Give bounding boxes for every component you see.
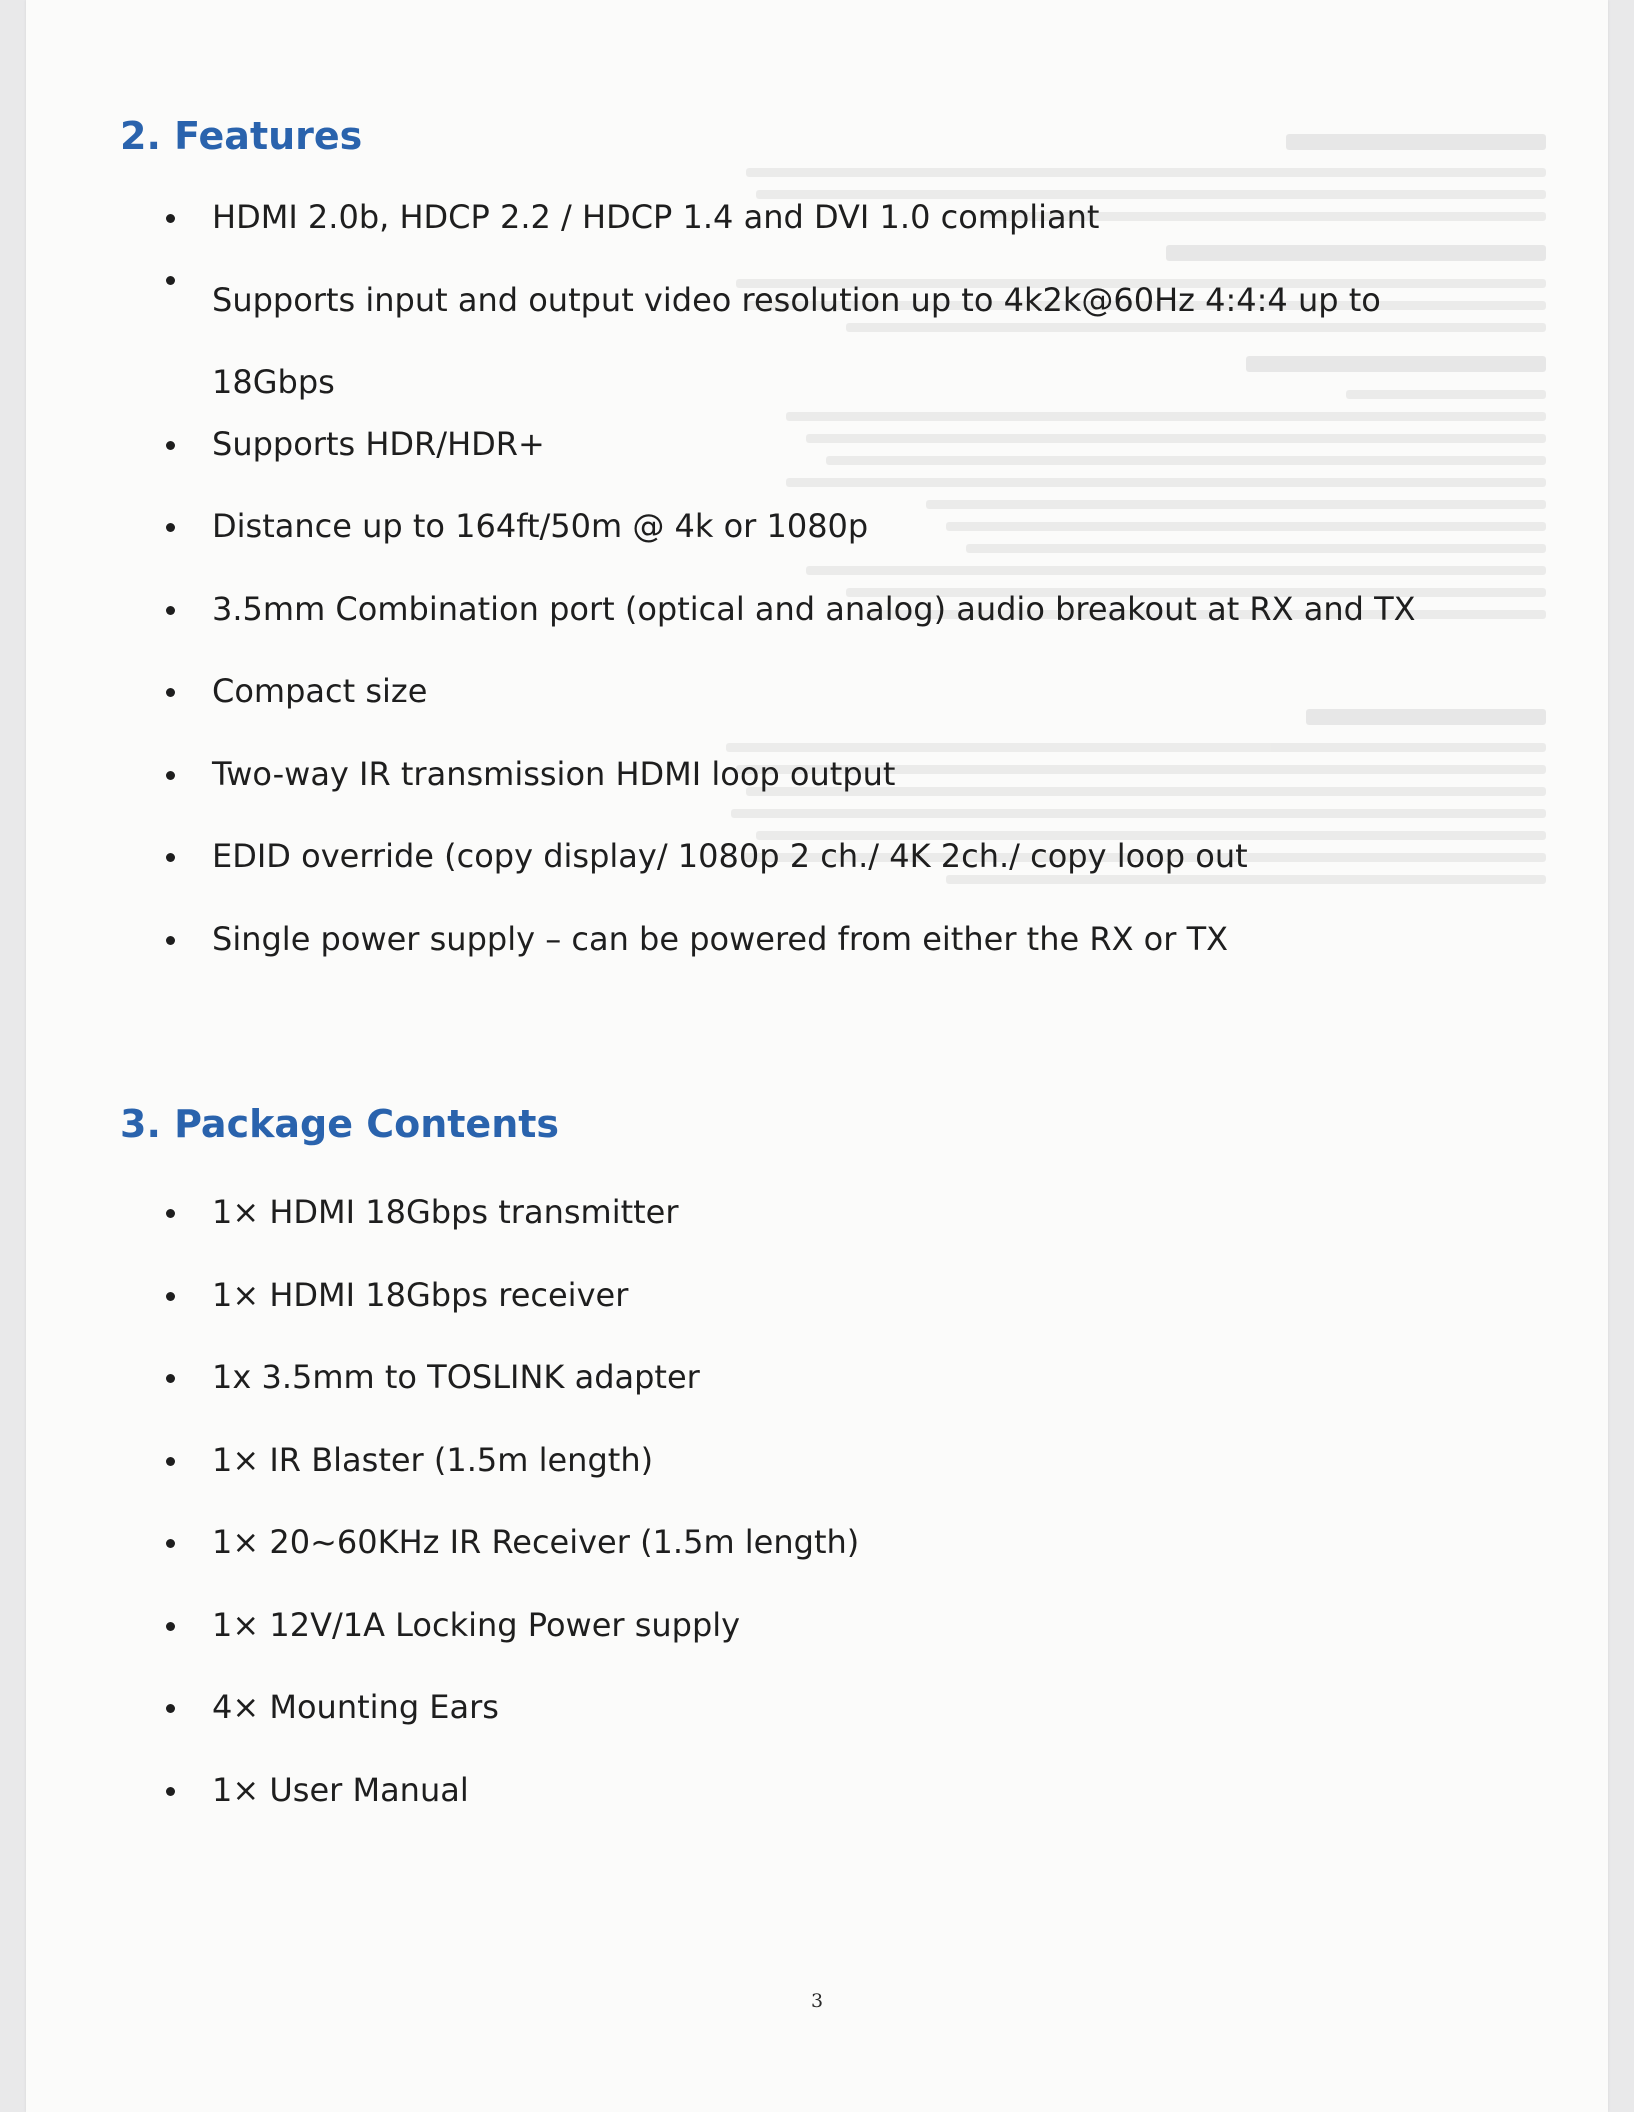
bullet-icon <box>166 276 175 285</box>
list-item: 3.5mm Combination port (optical and analog) audio breakout at RX and TX <box>166 589 1512 672</box>
bullet-icon <box>166 1292 175 1301</box>
list-item: 1x 3.5mm to TOSLINK adapter <box>166 1357 859 1440</box>
bullet-icon <box>166 853 175 862</box>
list-item: 1× HDMI 18Gbps receiver <box>166 1275 859 1358</box>
manual-page <box>26 0 1608 2112</box>
list-item: Single power supply – can be powered from either the RX or TX <box>166 919 1512 1002</box>
package-contents-heading: 3. Package Contents <box>120 1102 560 1146</box>
bullet-icon <box>166 1539 175 1548</box>
bullet-icon <box>166 441 175 450</box>
bullet-icon <box>166 1209 175 1218</box>
list-item: Supports input and output video resolution up to 4k2k@60Hz 4:4:4 up to 18Gbps <box>166 259 1512 424</box>
list-item: 1× 20~60KHz IR Receiver (1.5m length) <box>166 1522 859 1605</box>
list-item: Distance up to 164ft/50m @ 4k or 1080p <box>166 506 1512 589</box>
list-item: Compact size <box>166 671 1512 754</box>
bullet-icon <box>166 1787 175 1796</box>
bullet-icon <box>166 688 175 697</box>
bullet-icon <box>166 771 175 780</box>
bullet-icon <box>166 936 175 945</box>
bullet-icon <box>166 523 175 532</box>
bullet-icon <box>166 1374 175 1383</box>
list-item: Supports HDR/HDR+ <box>166 424 1512 507</box>
features-list <box>166 197 1512 1001</box>
list-item: 1× HDMI 18Gbps transmitter <box>166 1192 859 1275</box>
list-item: 4× Mounting Ears <box>166 1687 859 1770</box>
list-item: 1× User Manual <box>166 1770 859 1853</box>
features-heading: 2. Features <box>120 114 363 158</box>
list-item: 1× IR Blaster (1.5m length) <box>166 1440 859 1523</box>
page-number: 3 <box>810 1990 824 2012</box>
list-item: EDID override (copy display/ 1080p 2 ch./ 4K 2ch./ copy loop out <box>166 836 1512 919</box>
bullet-icon <box>166 1622 175 1631</box>
bullet-icon <box>166 606 175 615</box>
list-item: Two-way IR transmission HDMI loop output <box>166 754 1512 837</box>
bullet-icon <box>166 214 175 223</box>
bullet-icon <box>166 1704 175 1713</box>
package-contents-list <box>166 1192 859 1852</box>
list-item: 1× 12V/1A Locking Power supply <box>166 1605 859 1688</box>
bullet-icon <box>166 1457 175 1466</box>
list-item: HDMI 2.0b, HDCP 2.2 / HDCP 1.4 and DVI 1.0 compliant <box>166 197 1512 280</box>
